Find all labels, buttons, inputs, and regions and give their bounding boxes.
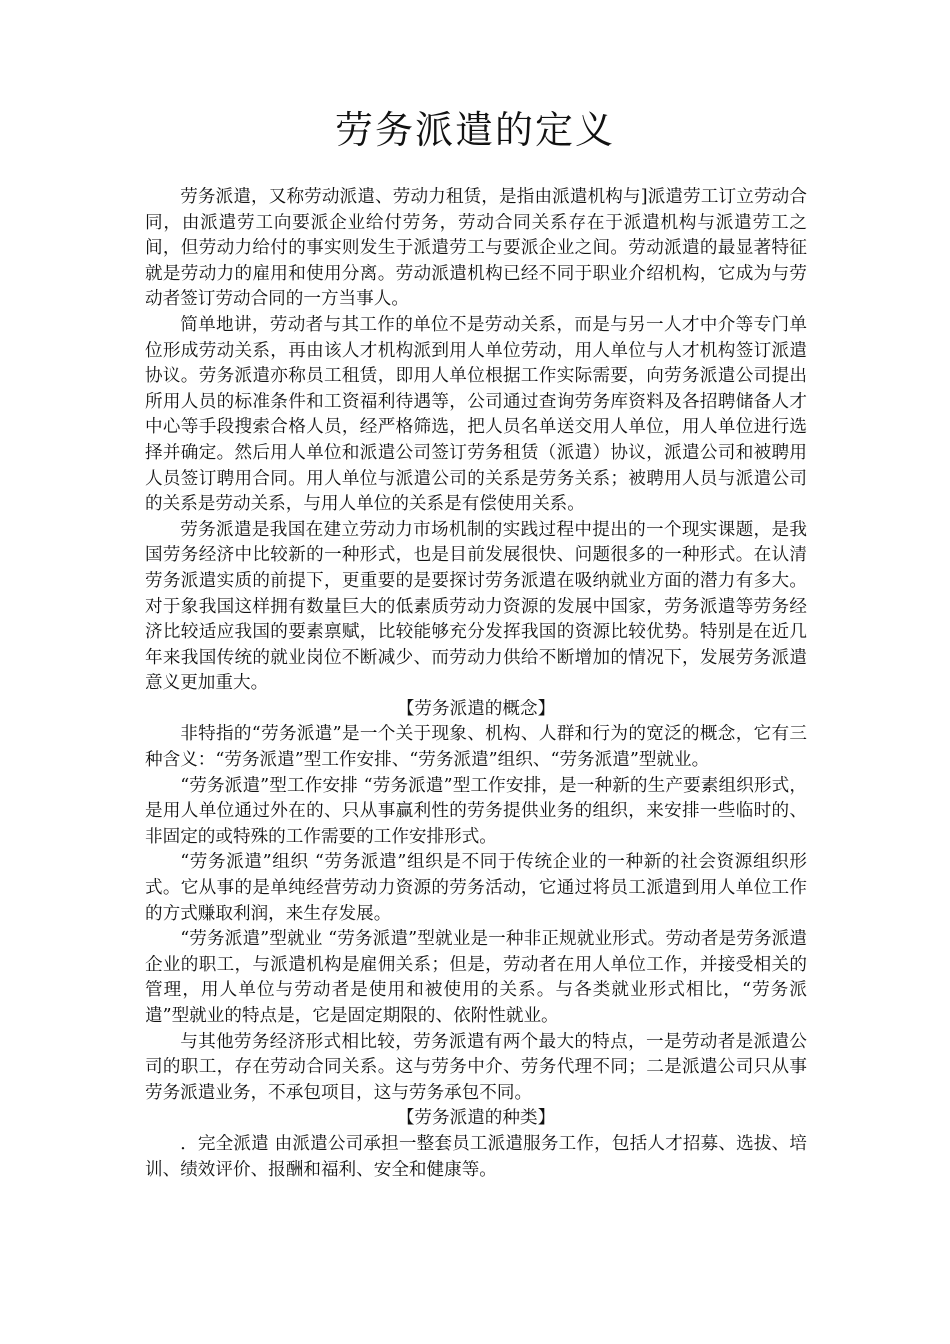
paragraph-simple-explanation: 简单地讲，劳动者与其工作的单位不是劳动关系，而是与另一人才中介等专门单位形成劳动关系，再由该人才机构派到用人单位劳动，用人单位与人才机构签订派遣协议。劳务派遣亦称员工租赁，即用人单位根据工作实际需要，向劳务派遣公司提出所用人员的标准条件和工资福利待遇等，公司通过查询劳务库资料及各招聘储备人才中心等手段搜索合格人员，经严格筛选，把人员名单送交用人单位，用人单位进行选择并确定。然后用人单位和派遣公司签订劳务租赁（派遣）协议，派遣公司和被聘用人员签订聘用合同。用人单位与派遣公司的关系是劳务关系；被聘用人员与派遣公司的关系是劳动关系，与用人单位的关系是有偿使用关系。 [145,314,807,515]
paragraph-organization: “劳务派遣”组织 “劳务派遣”组织是不同于传统企业的一种新的社会资源组织形式。它从事的是单纯经营劳动力资源的劳务活动，它通过将员工派遣到用人单位工作的方式赚取利润，来生存发展。 [145,852,807,924]
document-title: 劳务派遣的定义 [334,108,615,152]
paragraph-characteristics: 与其他劳务经济形式相比较，劳务派遣有两个最大的特点，一是劳动者是派遣公司的职工，存在劳动合同关系。这与劳务中介、劳务代理不同；二是派遣公司只从事劳务派遣业务，不承包项目，这与劳务承包不同。 [145,1031,807,1103]
paragraph-full-dispatch: ．完全派遣 由派遣公司承担一整套员工派遣服务工作，包括人才招募、选拔、培训、绩效评价、报酬和福利、安全和健康等。 [145,1133,807,1180]
paragraph-work-arrangement: “劳务派遣”型工作安排 “劳务派遣”型工作安排，是一种新的生产要素组织形式，是用人单位通过外在的、只从事赢利性的劳务提供业务的组织，来安排一些临时的、非固定的或特殊的工作需要的工作安排形式。 [145,775,807,847]
document-body [145,185,807,1183]
paragraph-concept-overview: 非特指的“劳务派遣”是一个关于现象、机构、人群和行为的宽泛的概念，它有三种含义：“劳务派遣”型工作安排、“劳务派遣”组织、“劳务派遣”型就业。 [145,724,807,771]
section-heading-concept: 【劳务派遣的概念】 [396,698,556,719]
paragraph-significance: 劳务派遣是我国在建立劳动力市场机制的实践过程中提出的一个现实课题，是我国劳务经济中比较新的一种形式，也是目前发展很快、问题很多的一种形式。在认清劳务派遣实质的前提下，更重要的是要探讨劳务派遣在吸纳就业方面的潜力有多大。对于象我国这样拥有数量巨大的低素质劳动力资源的发展中国家，劳务派遣等劳务经济比较适应我国的要素禀赋，比较能够充分发挥我国的资源比较优势。特别是在近几年来我国传统的就业岗位不断减少、而劳动力供给不断增加的情况下，发展劳务派遣意义更加重大。 [145,519,807,694]
paragraph-definition: 劳务派遣，又称劳动派遣、劳动力租赁，是指由派遣机构与]派遣劳工订立劳动合同，由派遣劳工向要派企业给付劳务，劳动合同关系存在于派遣机构与派遣劳工之间，但劳动力给付的事实则发生于派遣劳工与要派企业之间。劳动派遣的最显著特征就是劳动力的雇用和使用分离。劳动派遣机构已经不同于职业介绍机构，它成为与劳动者签订劳动合同的一方当事人。 [145,187,807,310]
section-heading-types: 【劳务派遣的种类】 [396,1108,556,1129]
paragraph-employment: “劳务派遣”型就业 “劳务派遣”型就业是一种非正规就业形式。劳动者是劳务派遣企业的职工，与派遣机构是雇佣关系；但是，劳动者在用人单位工作，并接受相关的管理，用人单位与劳动者是使用和被使用的关系。与各类就业形式相比，“劳务派遣”型就业的特点是，它是固定期限的、依附性就业。 [145,929,807,1026]
